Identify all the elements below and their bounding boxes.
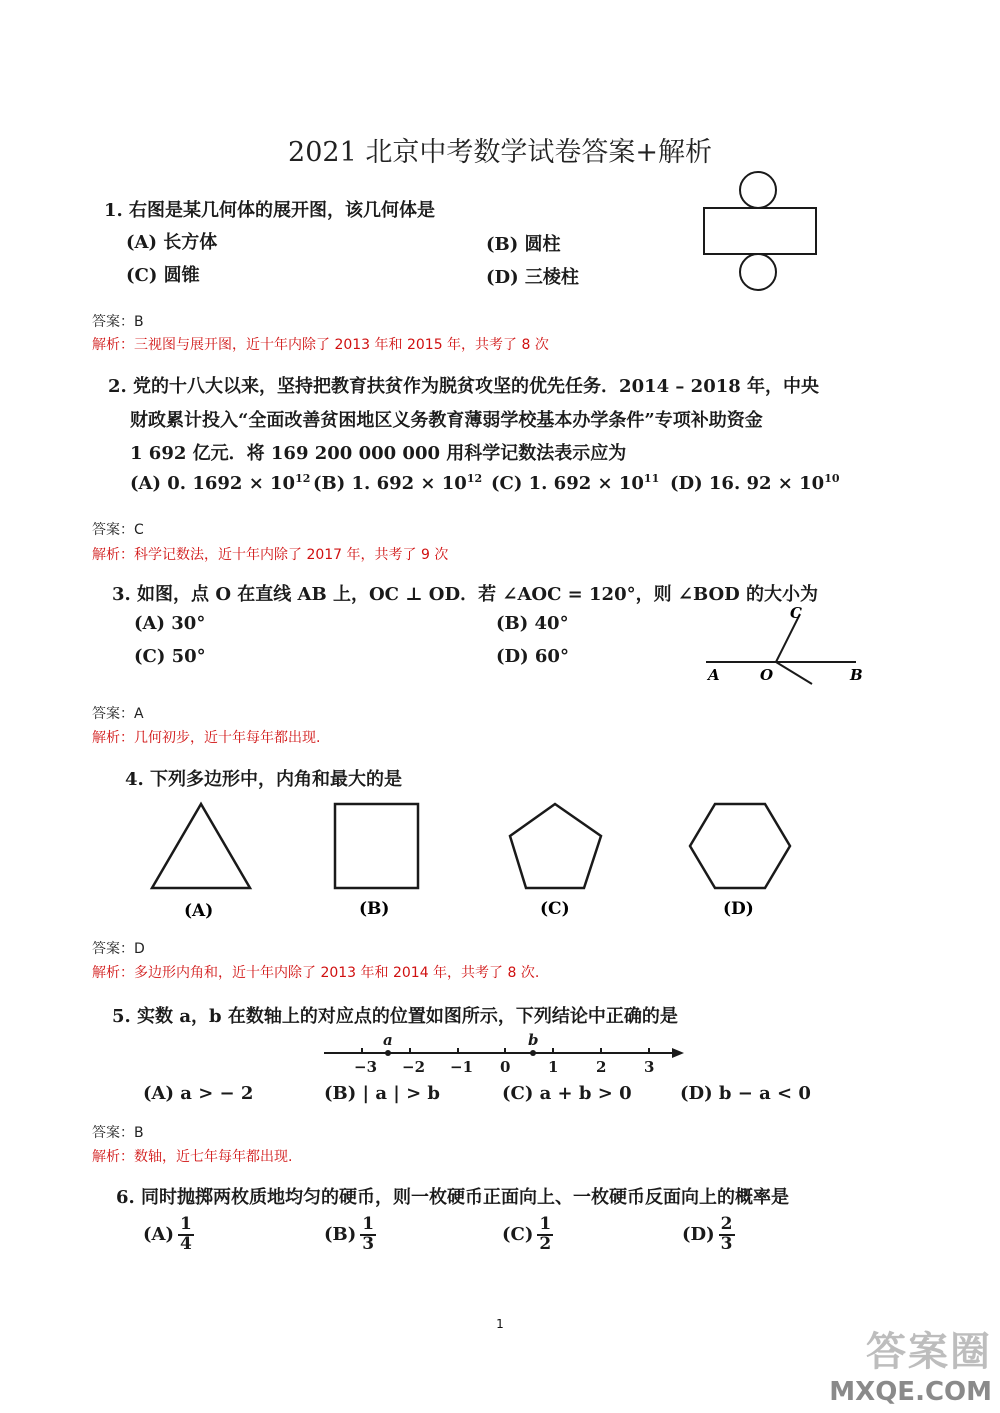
axis-arrow [672, 1048, 684, 1058]
tick-label-neg2: −2 [402, 1058, 426, 1076]
q3-option-b: (B) 40° [496, 613, 569, 634]
q4-explanation: 解析：多边形内角和，近十年内除了 2013 年和 2014 年，共考了 8 次. [92, 965, 540, 981]
q1-explanation: 解析：三视图与展开图，近十年内除了 2013 年和 2015 年，共考了 8 次 [92, 337, 549, 353]
square-shape [335, 804, 418, 888]
question-2-stem-line-3: 1 692 亿元．将 169 200 000 000 用科学记数法表示应为 [130, 443, 627, 464]
q4-option-c-label: (C) [540, 899, 570, 919]
fraction: $\frac{2}{3}$ [720, 1214, 733, 1254]
tick-label-0: 0 [500, 1058, 511, 1076]
point-a [385, 1050, 391, 1056]
tick-label-1: 1 [548, 1058, 559, 1076]
q3-option-a: (A) 30° [134, 613, 206, 634]
question-5-stem: 5. 实数 a，b 在数轴上的对应点的位置如图所示，下列结论中正确的是 [112, 1006, 678, 1027]
question-6-stem: 6. 同时抛掷两枚质地均匀的硬币，则一枚硬币正面向上、一枚硬币反面向上的概率是 [116, 1187, 790, 1208]
watermark-logo [829, 1320, 992, 1407]
page-number: 1 [496, 1317, 504, 1331]
fraction: $\frac{1}{4}$ [180, 1214, 192, 1254]
question-4-stem: 4. 下列多边形中，内角和最大的是 [125, 769, 403, 790]
watermark-top: 答案圈 [866, 1329, 992, 1375]
point-b [530, 1050, 536, 1056]
question-3-stem: 3. 如图，点 O 在直线 AB 上，OC ⊥ OD．若 ∠AOC = 120°，则 ∠BOD 的大小为 [112, 584, 819, 605]
q2-option-a: (A) 0. $1692 \times 10^{12}$ [130, 472, 311, 494]
q5-option-d: (D) b − a < 0 [680, 1083, 811, 1104]
q3-option-d: (D) 60° [496, 646, 569, 667]
tick-label-neg1: −1 [450, 1058, 474, 1076]
q3-option-c: (C) 50° [134, 646, 206, 667]
question-2-stem-line-1: 2. 党的十八大以来，坚持把教育扶贫作为脱贫攻坚的优先任务．2014 – 2018 年，中央 [108, 376, 820, 397]
q2-answer: 答案：C [92, 522, 144, 538]
q1-answer: 答案：B [92, 314, 144, 330]
q5-option-a: (A) a > − 2 [143, 1083, 254, 1104]
q3-explanation: 解析：几何初步，近十年每年都出现. [92, 730, 321, 746]
q1-option-b: (B) 圆柱 [486, 234, 561, 255]
tick-label-3: 3 [644, 1058, 655, 1076]
q4-answer: 答案：D [92, 941, 145, 957]
point-b-label: b [528, 1031, 539, 1049]
label-o: O [760, 666, 774, 684]
q2-option-b: (B) 1. $692 \times 10^{12}$ [313, 472, 483, 494]
fraction: $\frac{1}{2}$ [539, 1214, 552, 1254]
angle-figure [700, 600, 870, 688]
ray-od [776, 662, 812, 684]
label-c: C [790, 604, 802, 622]
q6-option-d: (D) $\frac{2}{3}$ [682, 1214, 733, 1254]
q6-option-c: (C) $\frac{1}{2}$ [502, 1214, 552, 1254]
q2-explanation: 解析：科学记数法，近十年内除了 2017 年，共考了 9 次 [92, 547, 449, 563]
point-a-label: a [383, 1031, 393, 1049]
pentagon-shape [510, 804, 601, 888]
net-rectangle [704, 208, 816, 254]
q5-answer: 答案：B [92, 1125, 144, 1141]
tick-label-neg3: −3 [354, 1058, 378, 1076]
q5-option-c: (C) a + b > 0 [502, 1083, 632, 1104]
q2-option-d: (D) 16. $92 \times 10^{10}$ [670, 472, 840, 494]
question-1-stem: 1. 右图是某几何体的展开图，该几何体是 [104, 200, 436, 221]
q4-option-a-label: (A) [184, 901, 214, 921]
q1-option-d: (D) 三棱柱 [486, 267, 579, 288]
q4-option-b-label: (B) [359, 899, 390, 919]
triangle-shape [152, 804, 250, 888]
q3-answer: 答案：A [92, 706, 144, 722]
q5-explanation: 解析：数轴，近七年每年都出现. [92, 1149, 293, 1165]
q1-option-c: (C) 圆锥 [126, 265, 200, 286]
number-line-figure [320, 1032, 690, 1076]
page-title: 2021 北京中考数学试卷答案+解析 [288, 137, 712, 168]
question-2-stem-line-2: 财政累计投入“全面改善贫困地区义务教育薄弱学校基本办学条件”专项补助资金 [130, 410, 763, 431]
net-bottom-circle [740, 254, 776, 290]
q4-option-d-label: (D) [723, 899, 754, 919]
polygon-options-figure [140, 800, 820, 930]
q6-option-a: (A) $\frac{1}{4}$ [143, 1214, 192, 1254]
q5-option-b: (B) | a | > b [324, 1083, 441, 1104]
q1-option-a: (A) 长方体 [126, 232, 218, 253]
label-a: A [708, 666, 720, 684]
q6-option-b: (B) $\frac{1}{3}$ [324, 1214, 375, 1254]
cylinder-net-figure [700, 176, 820, 292]
fraction: $\frac{1}{3}$ [362, 1214, 375, 1254]
watermark-url: MXQE.COM [829, 1377, 992, 1407]
label-b: B [850, 666, 863, 684]
q2-option-c: (C) 1. $692 \times 10^{11}$ [491, 472, 660, 494]
net-top-circle [740, 172, 776, 208]
tick-label-2: 2 [596, 1058, 607, 1076]
hexagon-shape [690, 804, 790, 888]
